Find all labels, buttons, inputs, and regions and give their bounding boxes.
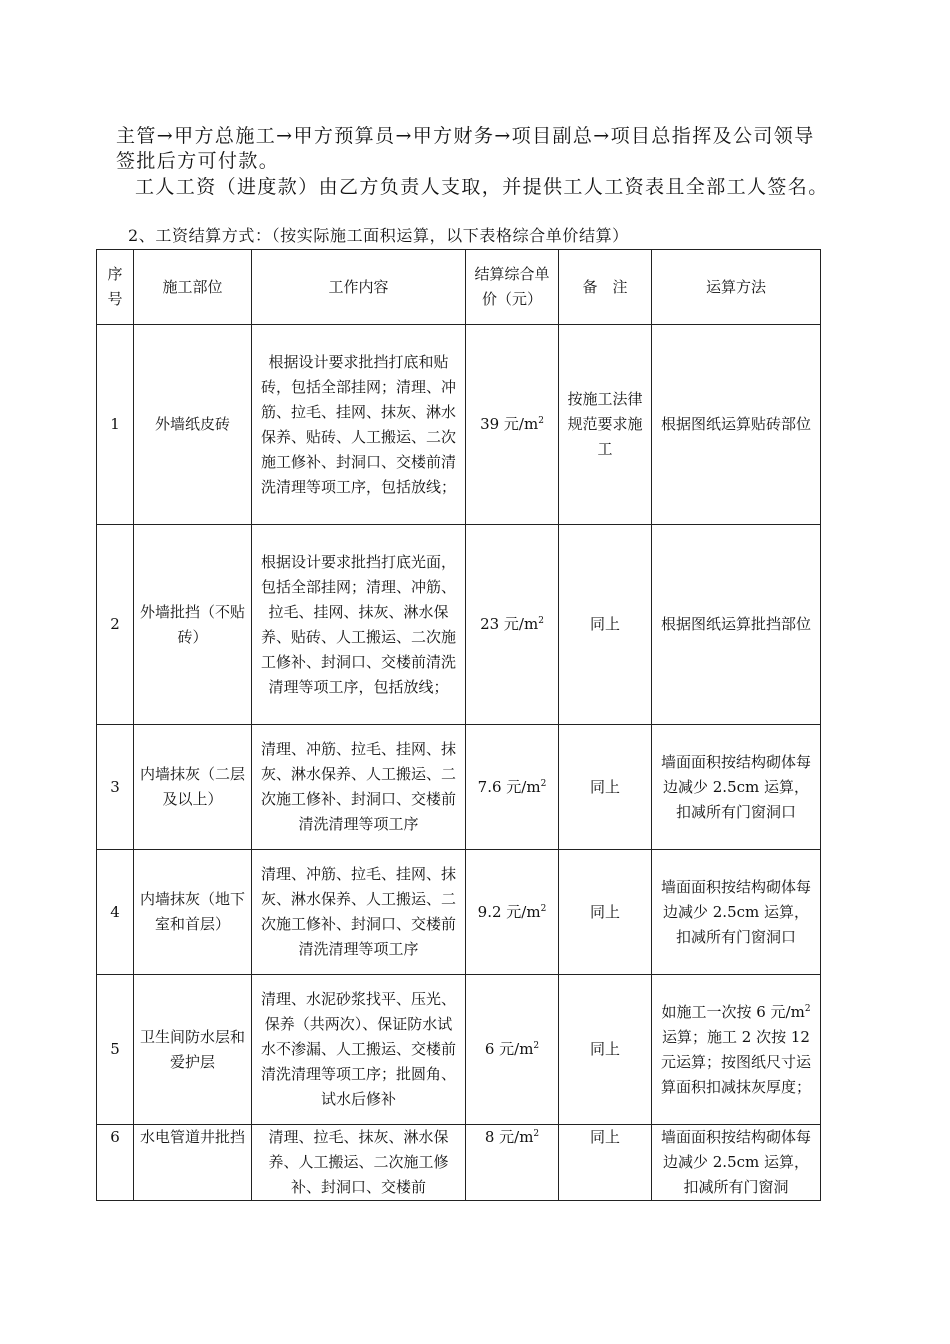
table-header-row [97,250,821,325]
wage-settlement-table [96,249,821,1201]
cell-remark: 同上 [559,975,652,1125]
price-text: 6 元/m [484,1040,534,1058]
cell-content: 清理、冲筋、拉毛、挂网、抹灰、淋水保养、人工搬运、二次施工修补、封洞口、交楼前清洗清理等项工序 [252,850,466,975]
table-row [97,525,821,725]
cell-price [466,725,559,850]
cell-content: 根据设计要求批挡打底和贴砖，包括全部挂网；清理、冲筋、拉毛、挂网、抹灰、淋水保养、贴砖、人工搬运、二次施工修补、封洞口、交楼前清洗清理等项工序，包括放线； [252,325,466,525]
header-no: 序号 [97,250,134,325]
cell-no: 1 [97,325,134,525]
method-text-pre: 如施工一次按 6 元/m [661,1002,805,1021]
cell-part: 卫生间防水层和爱护层 [134,975,252,1125]
unit-exponent: 2 [538,416,544,426]
cell-content: 清理、冲筋、拉毛、挂网、抹灰、淋水保养、人工搬运、二次施工修补、封洞口、交楼前清洗清理等项工序 [252,725,466,850]
header-content: 工作内容 [252,250,466,325]
table-row [97,725,821,850]
cell-no: 6 [97,1125,134,1201]
cell-content: 清理、水泥砂浆找平、压光、保养（共两次）、保证防水试水不渗漏、人工搬运、交楼前清洗清理等项工序；批圆角、试水后修补 [252,975,466,1125]
paragraph-wage-payment: 工人工资（进度款）由乙方负责人支取，并提供工人工资表且全部工人签名。 [135,176,829,198]
cell-price [466,1125,559,1201]
method-text-post: 运算；施工 2 次按 12 元运算；按图纸尺寸运算面积扣减抹灰厚度； [660,1027,811,1096]
section-heading-wage-settlement: 2、工资结算方式：（按实际施工面积运算，以下表格综合单价结算） [128,226,629,245]
table-row [97,1125,821,1201]
header-remark: 备 注 [559,250,652,325]
cell-remark: 按施工法律规范要求施工 [559,325,652,525]
unit-exponent: 2 [533,1129,540,1139]
cell-price [466,850,559,975]
price-text: 9.2 元/m [477,902,541,921]
cell-method: 墙面面积按结构砌体每边减少 2.5cm 运算，扣减所有门窗洞口 [652,725,821,850]
unit-exponent: 2 [804,1003,811,1014]
unit-exponent: 2 [540,778,547,789]
price-text: 7.6 元/m [477,777,541,796]
price-text: 23 元/m [480,615,539,633]
cell-part: 水电管道井批挡 [134,1125,252,1201]
cell-remark: 同上 [559,850,652,975]
cell-method: 墙面面积按结构砌体每边减少 2.5cm 运算，扣减所有门窗洞口 [652,850,821,975]
cell-method [652,975,821,1125]
cell-no: 5 [97,975,134,1125]
cell-part: 外墙批挡（不贴砖） [134,525,252,725]
cell-price [466,975,559,1125]
unit-exponent: 2 [540,903,547,914]
paragraph-approval-flow: 主管→甲方总施工→甲方预算员→甲方财务→项目副总→项目总指挥及公司领导签批后方可付款。 [116,125,815,172]
cell-price [466,325,559,525]
header-price: 结算综合单价（元） [466,250,559,325]
header-part: 施工部位 [134,250,252,325]
cell-no: 4 [97,850,134,975]
cell-remark: 同上 [559,1125,652,1201]
cell-content: 根据设计要求批挡打底光面，包括全部挂网；清理、冲筋、拉毛、挂网、抹灰、淋水保养、贴砖、人工搬运、二次施工修补、封洞口、交楼前清洗清理等项工序，包括放线； [252,525,466,725]
cell-remark: 同上 [559,525,652,725]
cell-content: 清理、拉毛、抹灰、淋水保养、人工搬运、二次施工修补、封洞口、交楼前 [252,1125,466,1201]
table-row [97,325,821,525]
cell-price [466,525,559,725]
unit-exponent: 2 [533,1041,540,1051]
cell-remark: 同上 [559,725,652,850]
cell-part: 外墙纸皮砖 [134,325,252,525]
cell-no: 3 [97,725,134,850]
cell-method: 根据图纸运算贴砖部位 [652,325,821,525]
header-method: 运算方法 [652,250,821,325]
cell-method: 根据图纸运算批挡部位 [652,525,821,725]
unit-exponent: 2 [538,616,544,626]
price-text: 39 元/m [480,415,539,433]
cell-part: 内墙抹灰（二层及以上） [134,725,252,850]
cell-method: 墙面面积按结构砌体每边减少 2.5cm 运算，扣减所有门窗洞 [652,1125,821,1201]
table-row [97,975,821,1125]
cell-part: 内墙抹灰（地下室和首层） [134,850,252,975]
table-row [97,850,821,975]
price-text: 8 元/m [484,1128,534,1146]
cell-no: 2 [97,525,134,725]
